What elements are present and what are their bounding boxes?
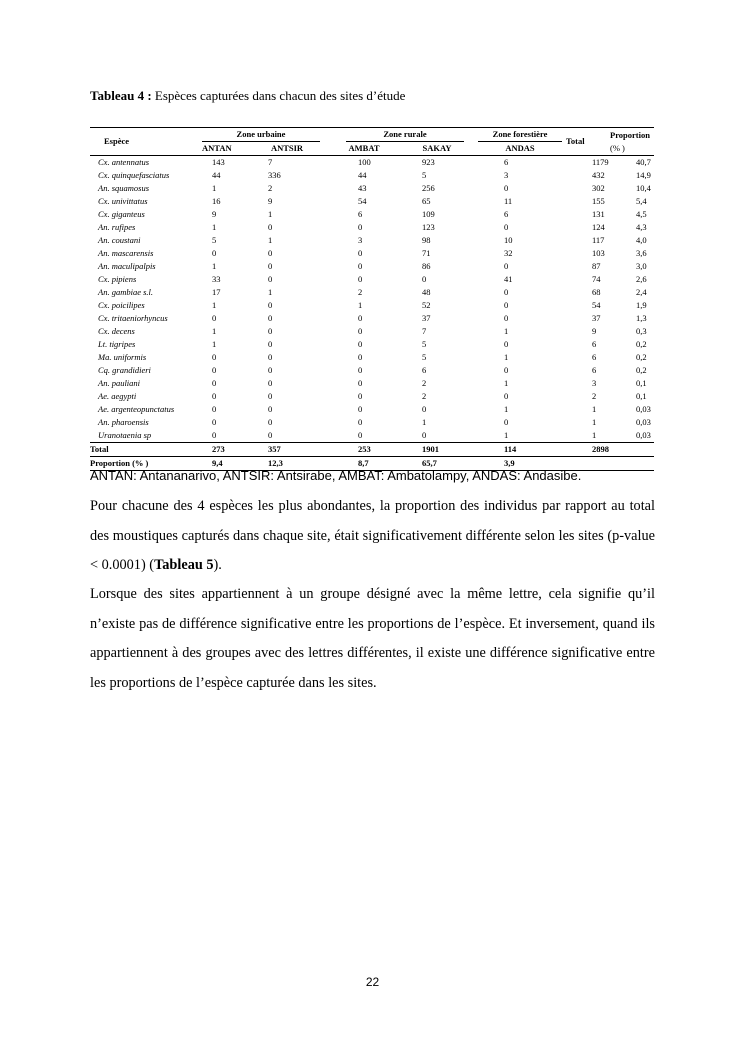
count-cell: 1 (212, 339, 217, 349)
proportion-cell: 1,9 (636, 300, 647, 310)
paragraph-2: Lorsque des sites appartiennent à un groupe désigné avec la même lettre, cela signifie qu’il n’existe pas de différence significative entre les proportions de l’espèce. Et inversement, quand ils appartiennent à des groupes avec des lettres différentes, il existe une différence significative entre les proportions de l’espèce capturée dans les sites. (90, 586, 655, 691)
proportion-cell: 2,4 (636, 287, 647, 297)
count-cell: 0 (358, 391, 363, 401)
count-cell: 1 (358, 300, 363, 310)
proportion-cell: 5,4 (636, 196, 647, 206)
table-row (90, 338, 654, 351)
total-cell: 124 (592, 222, 605, 232)
total-cell: 9 (592, 326, 597, 336)
count-cell: 1 (504, 326, 509, 336)
count-cell: 1 (268, 209, 273, 219)
count-cell: 0 (504, 391, 509, 401)
count-cell: 11 (504, 196, 513, 206)
total-cell: 6 (592, 352, 597, 362)
proportion-cell: 2,6 (636, 274, 647, 284)
species-cell: An. gambiae s.l. (98, 287, 154, 297)
proportion-row-cell: 12,3 (242, 457, 332, 471)
species-table (90, 127, 654, 471)
total-header: Total (562, 128, 606, 156)
count-cell: 3 (358, 235, 363, 245)
proportion-cell: 0,03 (636, 430, 651, 440)
empty-cell (606, 457, 654, 471)
count-cell: 7 (422, 326, 427, 336)
count-cell: 9 (212, 209, 217, 219)
empty-cell (606, 443, 654, 457)
count-cell: 98 (422, 235, 431, 245)
species-cell: Cx. giganteus (98, 209, 145, 219)
paragraph-1-text: Pour chacune des 4 espèces les plus abondantes, la proportion des individus par rapport au total des moustiques capturés dans chaque site, était significativement différente selon les sites (p-value < 0.0001) ( (90, 498, 655, 573)
count-cell: 2 (422, 378, 427, 388)
proportion-row-cell: 3,9 (478, 457, 562, 471)
paragraph-1-bold: Tableau 5 (154, 557, 214, 573)
count-cell: 143 (190, 156, 242, 170)
proportion-cell: 4,0 (636, 235, 647, 245)
count-cell: 336 (268, 170, 281, 180)
table-row (90, 234, 654, 247)
count-cell: 44 (358, 170, 367, 180)
count-cell: 6 (358, 209, 363, 219)
count-cell: 0 (358, 404, 363, 414)
total-cell: 103 (592, 248, 605, 258)
count-cell: 0 (212, 313, 217, 323)
count-cell: 44 (212, 170, 221, 180)
table-row (90, 247, 654, 260)
caption-label: Tableau 4 : (90, 88, 152, 103)
count-cell: 0 (504, 222, 509, 232)
count-cell: 0 (268, 339, 273, 349)
count-cell: 0 (504, 313, 509, 323)
count-cell: 0 (268, 326, 273, 336)
count-cell: 1 (212, 261, 217, 271)
count-cell: 0 (212, 248, 217, 258)
count-cell: 0 (504, 339, 509, 349)
count-cell: 0 (268, 404, 273, 414)
count-cell: 7 (242, 156, 332, 170)
total-row-cell: 253 (332, 443, 396, 457)
count-cell: 109 (422, 209, 435, 219)
total-row-cell: 273 (190, 443, 242, 457)
count-cell: 5 (212, 235, 217, 245)
site-header-andas: ANDAS (505, 143, 535, 153)
proportion-cell: 3,6 (636, 248, 647, 258)
proportion-row-cell: 9,4 (190, 457, 242, 471)
total-cell: 432 (592, 170, 605, 180)
count-cell: 16 (212, 196, 221, 206)
table-row (90, 195, 654, 208)
count-cell: 5 (422, 339, 427, 349)
count-cell: 1 (504, 352, 509, 362)
table-row (90, 390, 654, 403)
count-cell: 1 (212, 326, 217, 336)
count-cell: 1 (504, 404, 509, 414)
proportion-cell: 0,1 (636, 391, 647, 401)
count-cell: 0 (358, 222, 363, 232)
abbreviations-note: ANTAN: Antananarivo, ANTSIR: Antsirabe, AMBAT: Ambatolampy, ANDAS: Andasibe. (90, 468, 582, 483)
count-cell: 1 (268, 235, 273, 245)
count-cell: 65 (422, 196, 431, 206)
table-row (90, 429, 654, 443)
total-cell: 1 (592, 417, 597, 427)
count-cell: 37 (422, 313, 431, 323)
proportion-cell: 0,1 (636, 378, 647, 388)
count-cell: 1 (268, 287, 273, 297)
table-row (90, 403, 654, 416)
proportion-cell: 3,0 (636, 261, 647, 271)
count-cell: 0 (268, 352, 273, 362)
proportion-row-label: Proportion (% ) (90, 457, 190, 471)
proportion-header: Proportion (606, 128, 654, 143)
species-cell: Ae. aegypti (98, 391, 137, 401)
count-cell: 0 (358, 430, 363, 440)
table-row (90, 299, 654, 312)
count-cell: 0 (212, 365, 217, 375)
paragraph-1-end: ). (213, 557, 222, 573)
count-cell: 0 (504, 287, 509, 297)
count-cell: 0 (212, 391, 217, 401)
species-header: Espèce (90, 128, 190, 156)
species-cell: An. maculipalpis (98, 261, 156, 271)
species-cell: Cx. pipiens (98, 274, 137, 284)
count-cell: 0 (358, 417, 363, 427)
count-cell: 1 (212, 300, 217, 310)
count-cell: 3 (504, 170, 509, 180)
total-cell: 1 (592, 430, 597, 440)
proportion-cell: 14,9 (636, 170, 651, 180)
count-cell: 9 (268, 196, 273, 206)
paragraph-1 (90, 492, 655, 581)
count-cell: 6 (504, 209, 509, 219)
count-cell: 0 (268, 248, 273, 258)
species-cell: Cx. quinquefasciatus (98, 170, 170, 180)
count-cell: 32 (504, 248, 513, 258)
grand-total-cell: 2898 (562, 443, 606, 457)
count-cell: 1 (212, 222, 217, 232)
proportion-cell: 1,3 (636, 313, 647, 323)
table-row (90, 416, 654, 429)
total-cell: 131 (592, 209, 605, 219)
count-cell: 0 (358, 248, 363, 258)
count-cell: 0 (212, 404, 217, 414)
species-cell: Cq. grandidieri (98, 365, 151, 375)
count-cell: 86 (422, 261, 431, 271)
total-cell: 302 (592, 183, 605, 193)
total-cell: 3 (592, 378, 597, 388)
count-cell: 0 (268, 300, 273, 310)
count-cell: 6 (478, 156, 562, 170)
count-cell: 256 (422, 183, 435, 193)
count-cell: 43 (358, 183, 367, 193)
table-caption (90, 88, 405, 104)
proportion-cell: 0,03 (636, 404, 651, 414)
page-number: 22 (365, 975, 380, 989)
total-cell: 117 (592, 235, 605, 245)
zone-header-rural: Zone rurale (332, 128, 478, 143)
count-cell: 0 (268, 313, 273, 323)
total-cell: 87 (592, 261, 601, 271)
count-cell: 0 (422, 274, 427, 284)
count-cell: 48 (422, 287, 431, 297)
species-cell: Ma. uniformis (98, 352, 147, 362)
species-cell: An. coustani (98, 235, 141, 245)
table-row (90, 260, 654, 273)
count-cell: 0 (268, 261, 273, 271)
table-body (90, 156, 654, 471)
count-cell: 0 (268, 365, 273, 375)
count-cell: 0 (212, 378, 217, 388)
species-cell: An. pharoensis (98, 417, 149, 427)
count-cell: 0 (504, 417, 509, 427)
species-cell: Cx. poicilipes (98, 300, 145, 310)
table-row (90, 169, 654, 182)
count-cell: 0 (358, 339, 363, 349)
count-cell: 0 (358, 365, 363, 375)
count-cell: 100 (332, 156, 396, 170)
count-cell: 0 (268, 391, 273, 401)
total-cell: 68 (592, 287, 601, 297)
zone-header-urban: Zone urbaine (190, 128, 332, 143)
count-cell: 0 (212, 352, 217, 362)
species-cell: Cx. univittatus (98, 196, 148, 206)
total-row-label: Total (90, 443, 190, 457)
proportion-cell: 4,5 (636, 209, 647, 219)
proportion-cell: 4,3 (636, 222, 647, 232)
count-cell: 2 (422, 391, 427, 401)
table-row (90, 286, 654, 299)
total-cell: 2 (592, 391, 597, 401)
species-cell: Ae. argenteopunctatus (98, 404, 175, 414)
species-cell: Cx. decens (98, 326, 135, 336)
table-row (90, 156, 654, 170)
caption-text: Espèces capturées dans chacun des sites d’étude (151, 88, 406, 103)
count-cell: 71 (422, 248, 431, 258)
species-cell: An. rufipes (98, 222, 136, 232)
count-cell: 0 (268, 274, 273, 284)
proportion-row-cell: 8,7 (332, 457, 396, 471)
count-cell: 0 (268, 430, 273, 440)
total-row-cell: 114 (478, 443, 562, 457)
count-cell: 0 (358, 378, 363, 388)
species-cell: An. mascarensis (98, 248, 154, 258)
proportion-unit: (% ) (610, 143, 625, 153)
species-cell: Cx. antennatus (90, 156, 190, 170)
count-cell: 10 (504, 235, 513, 245)
count-cell: 123 (422, 222, 435, 232)
total-cell: 6 (592, 365, 597, 375)
count-cell: 0 (504, 300, 509, 310)
count-cell: 2 (358, 287, 363, 297)
count-cell: 923 (396, 156, 478, 170)
count-cell: 0 (212, 430, 217, 440)
count-cell: 41 (504, 274, 513, 284)
total-cell: 54 (592, 300, 601, 310)
count-cell: 0 (358, 326, 363, 336)
proportion-cell: 40,7 (606, 156, 654, 170)
count-cell: 0 (268, 417, 273, 427)
count-cell: 17 (212, 287, 221, 297)
count-cell: 52 (422, 300, 431, 310)
count-cell: 6 (422, 365, 427, 375)
count-cell: 54 (358, 196, 367, 206)
table-row (90, 351, 654, 364)
proportion-row-cell: 65,7 (396, 457, 478, 471)
proportion-cell: 0,3 (636, 326, 647, 336)
count-cell: 1 (422, 417, 427, 427)
proportion-cell: 10,4 (636, 183, 651, 193)
total-row-cell: 357 (242, 443, 332, 457)
total-cell: 74 (592, 274, 601, 284)
site-header-ambat: AMBAT (348, 143, 380, 153)
count-cell: 0 (504, 261, 509, 271)
proportion-cell: 0,2 (636, 339, 647, 349)
count-cell: 0 (268, 378, 273, 388)
count-cell: 0 (504, 365, 509, 375)
table-row (90, 182, 654, 195)
count-cell: 0 (504, 183, 509, 193)
count-cell: 5 (422, 170, 427, 180)
count-cell: 0 (358, 261, 363, 271)
total-row (90, 443, 654, 457)
total-cell: 37 (592, 313, 601, 323)
count-cell: 1 (504, 430, 509, 440)
site-header-antsir: ANTSIR (270, 143, 304, 153)
count-cell: 0 (268, 222, 273, 232)
site-header-sakay: SAKAY (422, 143, 452, 153)
count-cell: 1 (212, 183, 217, 193)
total-row-cell: 1901 (396, 443, 478, 457)
table-row (90, 325, 654, 338)
species-cell: Cx. tritaeniorhyncus (98, 313, 168, 323)
table-row (90, 377, 654, 390)
count-cell: 0 (212, 417, 217, 427)
count-cell: 0 (358, 352, 363, 362)
count-cell: 0 (358, 274, 363, 284)
table-row (90, 208, 654, 221)
species-cell: An. pauliani (98, 378, 141, 388)
count-cell: 0 (422, 404, 427, 414)
count-cell: 1 (504, 378, 509, 388)
total-cell: 1 (592, 404, 597, 414)
species-cell: An. squamosus (98, 183, 150, 193)
proportion-cell: 0,03 (636, 417, 651, 427)
total-cell: 6 (592, 339, 597, 349)
zone-header-forest: Zone forestière (478, 128, 562, 143)
total-cell: 155 (592, 196, 605, 206)
count-cell: 2 (268, 183, 273, 193)
total-cell: 1179 (562, 156, 606, 170)
table-row (90, 312, 654, 325)
proportion-cell: 0,2 (636, 365, 647, 375)
count-cell: 0 (422, 430, 427, 440)
table-row (90, 221, 654, 234)
table-row (90, 273, 654, 286)
table-row (90, 364, 654, 377)
count-cell: 33 (212, 274, 221, 284)
species-cell: Uranotaenia sp (98, 430, 152, 440)
proportion-cell: 0,2 (636, 352, 647, 362)
count-cell: 5 (422, 352, 427, 362)
species-cell: Lt. tigripes (98, 339, 136, 349)
site-header-antan: ANTAN (202, 143, 232, 153)
count-cell: 0 (358, 313, 363, 323)
